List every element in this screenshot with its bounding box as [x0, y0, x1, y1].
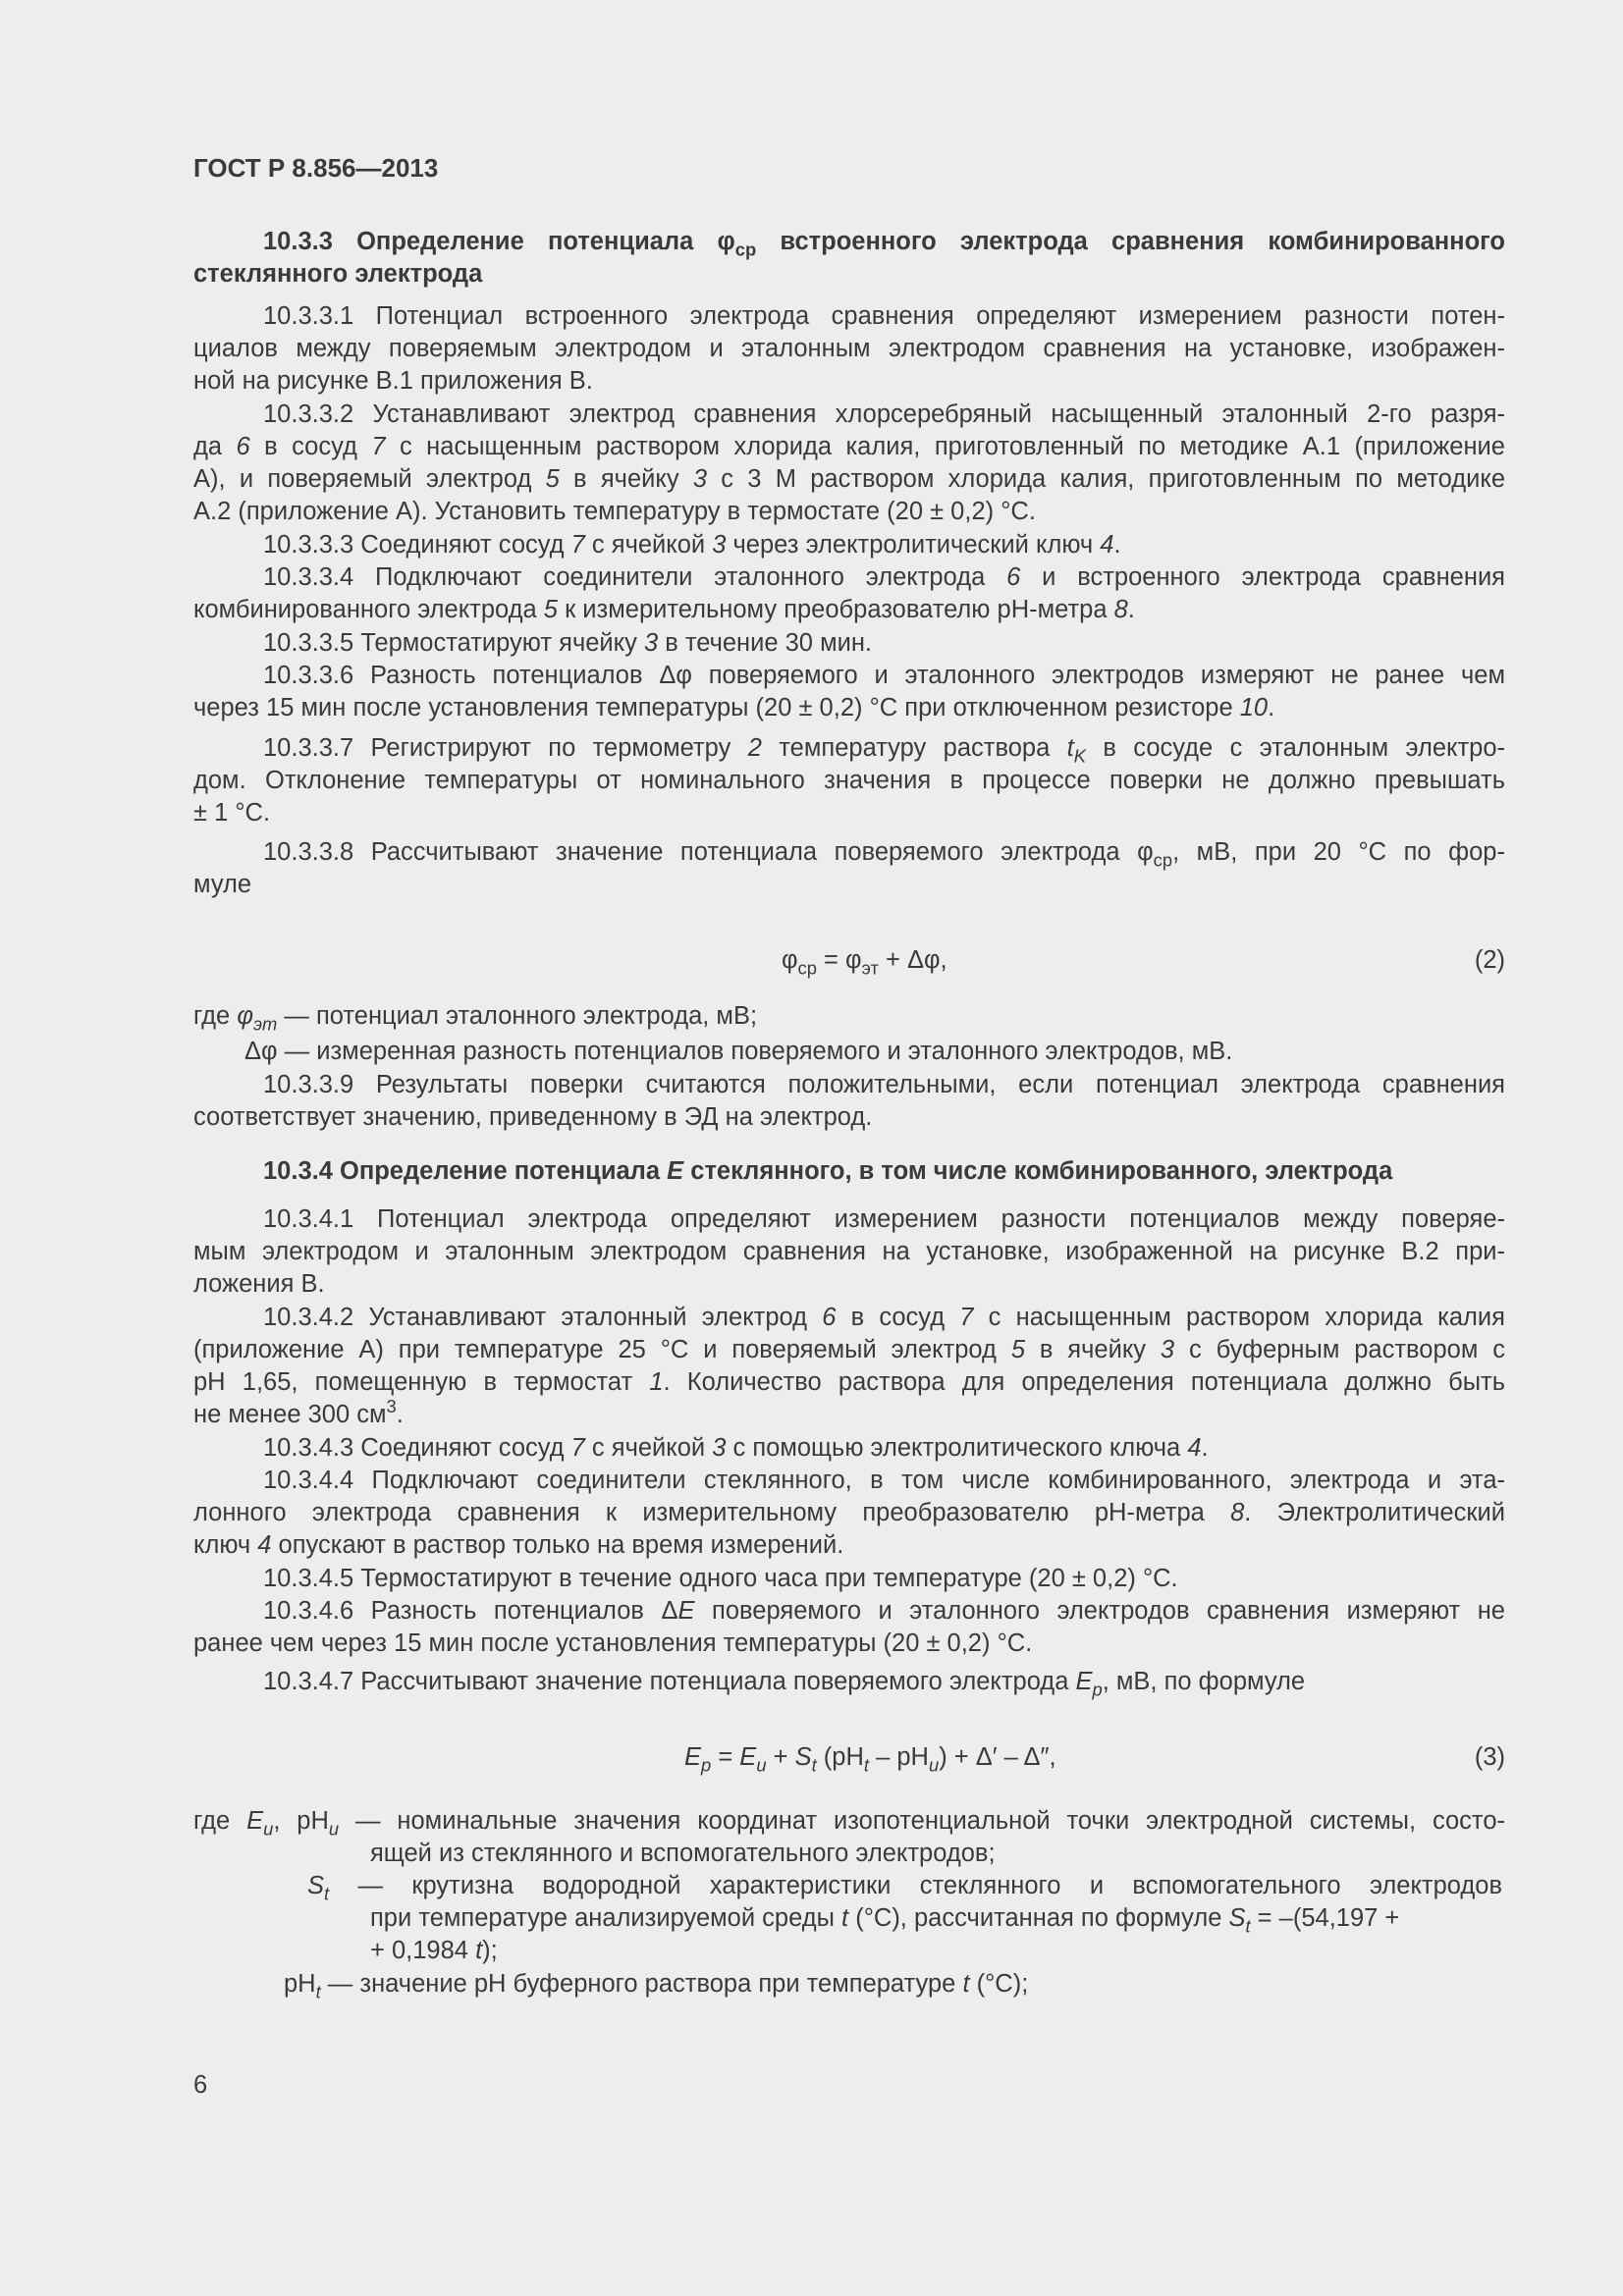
legend-line: + 0,1984 t); — [370, 1937, 498, 1964]
legend-line: ящей из стеклянного и вспомогательного электродов; — [370, 1840, 996, 1867]
paragraph-line: 10.3.4.2 Устанавливают эталонный электрод 6 в сосуд 7 с насыщенным раствором хлорида калия — [263, 1304, 1505, 1331]
section-heading-10-3-4: 10.3.4 Определение потенциала E стеклянного, в том числе комбинированного, электрода — [263, 1157, 1393, 1185]
paragraph-line: 10.3.3.8 Рассчитывают значение потенциала поверяемого электрода $\varphi_{ср}$, мВ, при 20 °С по фор- — [263, 838, 1505, 871]
legend-line: Δφ — измеренная разность потенциалов поверяемого и эталонного электродов, мВ. — [244, 1038, 1233, 1065]
legend-line: где $\varphi_{эт}$ — потенциал эталонного электрода, мВ; — [193, 1002, 758, 1035]
paragraph-line: муле — [193, 871, 252, 898]
paragraph-line: 10.3.3.9 Результаты поверки считаются положительными, если потенциал электрода сравнения — [263, 1071, 1505, 1098]
paragraph-line: комбинированного электрода 5 к измерительному преобразователю рН-метра 8. — [193, 596, 1135, 623]
legend-line: при температуре анализируемой среды t (°С), рассчитанная по формуле $S_t = -(54,197$ + — [370, 1904, 1400, 1937]
equation-number-3: (3) — [1474, 1743, 1505, 1771]
paragraph-line: (приложение А) при температуре 25 °С и поверяемый электрод 5 в ячейку 3 с буферным раствором с — [193, 1336, 1506, 1363]
paragraph-line: 10.3.3.7 Регистрируют по термометру 2 температуру раствора $t_K$ в сосуде с эталонным электро- — [263, 734, 1506, 767]
paragraph-line: соответствует значению, приведенному в ЭД на электрод. — [193, 1103, 873, 1131]
paragraph-line: А.2 (приложение А). Установить температуру в термостате (20 ± 0,2) °С. — [193, 498, 1036, 525]
legend-line: $S_t$ — крутизна водородной характеристики стеклянного и вспомогательного электродов — [307, 1872, 1502, 1904]
paragraph-line: ± 1 °С. — [193, 799, 271, 827]
paragraph-line: дом. Отклонение температуры от номинального значения в процессе поверки не должно превышать — [193, 767, 1505, 794]
paragraph-line: циалов между поверяемым электродом и эталонным электродом сравнения на установке, изображен- — [193, 335, 1505, 362]
paragraph-line: через 15 мин после установления температуры (20 ± 0,2) °С при отключенном резисторе 10. — [193, 694, 1275, 721]
paragraph-line: 10.3.4.3 Соединяют сосуд 7 с ячейкой 3 с помощью электролитического ключа 4. — [263, 1434, 1209, 1462]
paragraph-line: 10.3.3.2 Устанавливают электрод сравнения хлорсеребряный насыщенный эталонный 2-го разря- — [263, 400, 1505, 428]
paragraph-line: ключ 4 опускают в раствор только на время измерений. — [193, 1531, 844, 1559]
paragraph-line: 10.3.4.4 Подключают соединители стеклянного, в том числе комбинированного, электрода и эта- — [263, 1467, 1505, 1494]
paragraph-line: 10.3.3.3 Соединяют сосуд 7 с ячейкой 3 через электролитический ключ 4. — [263, 531, 1121, 559]
paragraph-line: ложения В. — [193, 1270, 325, 1298]
page-number: 6 — [193, 2071, 208, 2099]
paragraph-line: ранее чем через 15 мин после установления температуры (20 ± 0,2) °С. — [193, 1629, 1033, 1657]
document-id-header: ГОСТ Р 8.856—2013 — [193, 153, 439, 183]
legend-line: где $E_u$, $pH_u$ — номинальные значения координат изопотенциальной точки электродной системы, состо- — [193, 1807, 1505, 1840]
paragraph-line: лонного электрода сравнения к измерительному преобразователю рН-метра 8. Электролитический — [193, 1499, 1506, 1526]
paragraph-line: мым электродом и эталонным электродом сравнения на установке, изображенной на рисунке В.2 при- — [193, 1238, 1505, 1265]
paragraph-line: А), и поверяемый электрод 5 в ячейку 3 с 3 М раствором хлорида калия, приготовленным по методике — [193, 465, 1506, 493]
formula-3: $E_p = E_u + S_t$ $(pH_t - pH_u) + \Delta' - \Delta''$, — [684, 1743, 1056, 1776]
paragraph-line: 10.3.4.1 Потенциал электрода определяют измерением разности потенциалов между поверяе- — [263, 1205, 1505, 1233]
paragraph-line: 10.3.4.6 Разность потенциалов ΔE поверяемого и эталонного электродов сравнения измеряют не — [263, 1597, 1505, 1625]
legend-line: $pH_t$ — значение рН буферного раствора при температуре t (°С); — [284, 1970, 1029, 2002]
equation-number-2: (2) — [1474, 946, 1505, 974]
section-heading-10-3-3-cont: стеклянного электрода — [193, 260, 483, 288]
paragraph-line: 10.3.3.4 Подключают соединители эталонного электрода 6 и встроенного электрода сравнения — [263, 563, 1505, 591]
paragraph-line: 10.3.4.7 Рассчитывают значение потенциала поверяемого электрода $E_p$, мВ, по формуле — [263, 1668, 1306, 1700]
paragraph-line: 10.3.3.5 Термостатируют ячейку 3 в течение 30 мин. — [263, 629, 873, 657]
paragraph-line: 10.3.4.5 Термостатируют в течение одного часа при температуре (20 ± 0,2) °С. — [263, 1565, 1178, 1592]
paragraph-line: не менее 300 $см^3$. — [193, 1395, 404, 1428]
section-heading-10-3-3: 10.3.3 Определение потенциала $\varphi_{ср}$ встроенного электрода сравнения комбинированного — [263, 228, 1506, 260]
paragraph-line: рН 1,65, помещенную в термостат 1. Количество раствора для определения потенциала должно быть — [193, 1368, 1505, 1396]
paragraph-line: ной на рисунке В.1 приложения В. — [193, 367, 593, 395]
paragraph-line: 10.3.3.6 Разность потенциалов Δφ поверяемого и эталонного электродов измеряют не ранее чем — [263, 662, 1505, 689]
formula-2: $\varphi_{ср} = \varphi_{эт} + \Delta\varphi$, — [782, 946, 947, 979]
paragraph-line: да 6 в сосуд 7 с насыщенным раствором хлорида калия, приготовленный по методике А.1 (приложение — [193, 433, 1505, 460]
paragraph-line: 10.3.3.1 Потенциал встроенного электрода сравнения определяют измерением разности потен- — [263, 302, 1505, 330]
